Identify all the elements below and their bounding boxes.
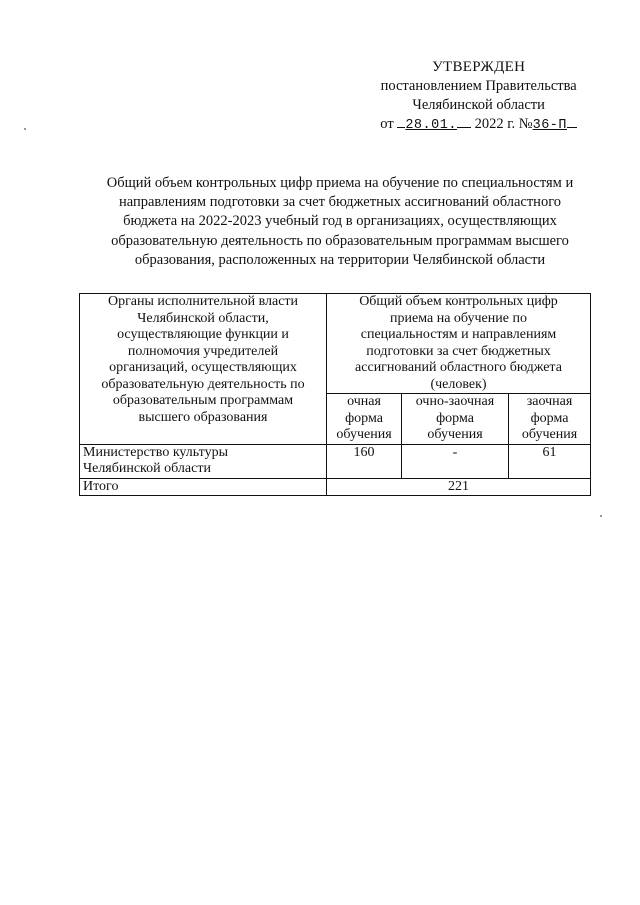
form-label-line: заочная — [526, 394, 573, 409]
header-part-time-cell — [402, 394, 509, 445]
approval-line-1: постановлением Правительства — [380, 78, 577, 94]
scan-speck — [24, 128, 26, 130]
header-total-line: подготовки за счет бюджетных — [366, 343, 551, 359]
table-header-row — [80, 294, 591, 394]
form-label-line: очная — [347, 394, 381, 409]
approval-title: УТВЕРЖДЕН — [432, 59, 526, 75]
header-org-line: Челябинской области, — [137, 310, 269, 326]
form-label-line: очно-заочная — [415, 394, 495, 409]
heading-line-3: бюджета на 2022-2023 учебный год в организациях, осуществляющих — [123, 213, 557, 230]
header-org-line: образовательным программам — [112, 393, 294, 408]
table-row — [80, 444, 591, 478]
approval-date: 28.01. — [405, 118, 457, 133]
approval-line-2: Челябинской области — [412, 97, 545, 113]
approval-stamp — [380, 58, 577, 135]
row-distance-value: 61 — [509, 444, 591, 478]
header-total-line: ассигнований областного бюджета — [355, 360, 562, 375]
heading-line-4: образовательную деятельность по образовательным программам высшего — [111, 232, 569, 249]
form-label-line: форма — [530, 410, 569, 426]
header-total-line: приема на обучение по — [390, 310, 527, 326]
row-full-time-value: 160 — [327, 444, 402, 478]
header-total-line: специальностям и направлениям — [360, 327, 557, 342]
header-org-line: образовательную деятельность по — [101, 376, 305, 392]
header-distance-cell — [509, 394, 591, 445]
row-org-cell — [80, 444, 327, 478]
approval-number: 36-П — [532, 118, 567, 133]
form-label-line: форма — [345, 410, 383, 426]
admission-quota-table — [79, 293, 591, 496]
header-full-time-cell — [327, 394, 402, 445]
header-org-cell — [80, 294, 327, 445]
approval-year-number-label: 2022 г. № — [474, 116, 533, 132]
row-org-line: Министерство культуры — [83, 444, 228, 460]
header-total-cell — [327, 294, 591, 394]
header-total-line: Общий объем контрольных цифр — [359, 294, 558, 309]
header-total-line: (человек) — [430, 376, 487, 392]
form-label-line: форма — [436, 410, 474, 426]
form-label-line: обучения — [427, 427, 483, 442]
number-blank-right — [567, 127, 577, 128]
approval-date-line — [380, 115, 577, 135]
scan-speck — [600, 515, 602, 517]
row-part-time-value: - — [402, 444, 509, 478]
table-total-row — [80, 478, 591, 496]
total-label: Итого — [80, 478, 327, 496]
header-org-line: организаций, осуществляющих — [109, 360, 297, 375]
header-org-line: Органы исполнительной власти — [107, 294, 299, 309]
date-prefix: от — [380, 116, 394, 132]
document-heading — [80, 174, 600, 270]
header-org-line: осуществляющие функции и — [117, 327, 289, 342]
heading-line-5: образования, расположенных на территории Челябинской области — [134, 251, 546, 268]
form-label-line: обучения — [336, 427, 392, 442]
row-org-line: Челябинской области — [83, 461, 211, 476]
total-value: 221 — [327, 478, 591, 496]
date-blank-right — [457, 127, 471, 128]
heading-line-1: Общий объем контрольных цифр приема на обучение по специальностям и — [106, 175, 574, 191]
header-org-line: полномочия учредителей — [127, 343, 279, 359]
heading-line-2: направлениям подготовки за счет бюджетных ассигнований областного — [118, 194, 562, 211]
form-label-line: обучения — [521, 427, 578, 442]
header-org-line: высшего образования — [138, 409, 268, 425]
